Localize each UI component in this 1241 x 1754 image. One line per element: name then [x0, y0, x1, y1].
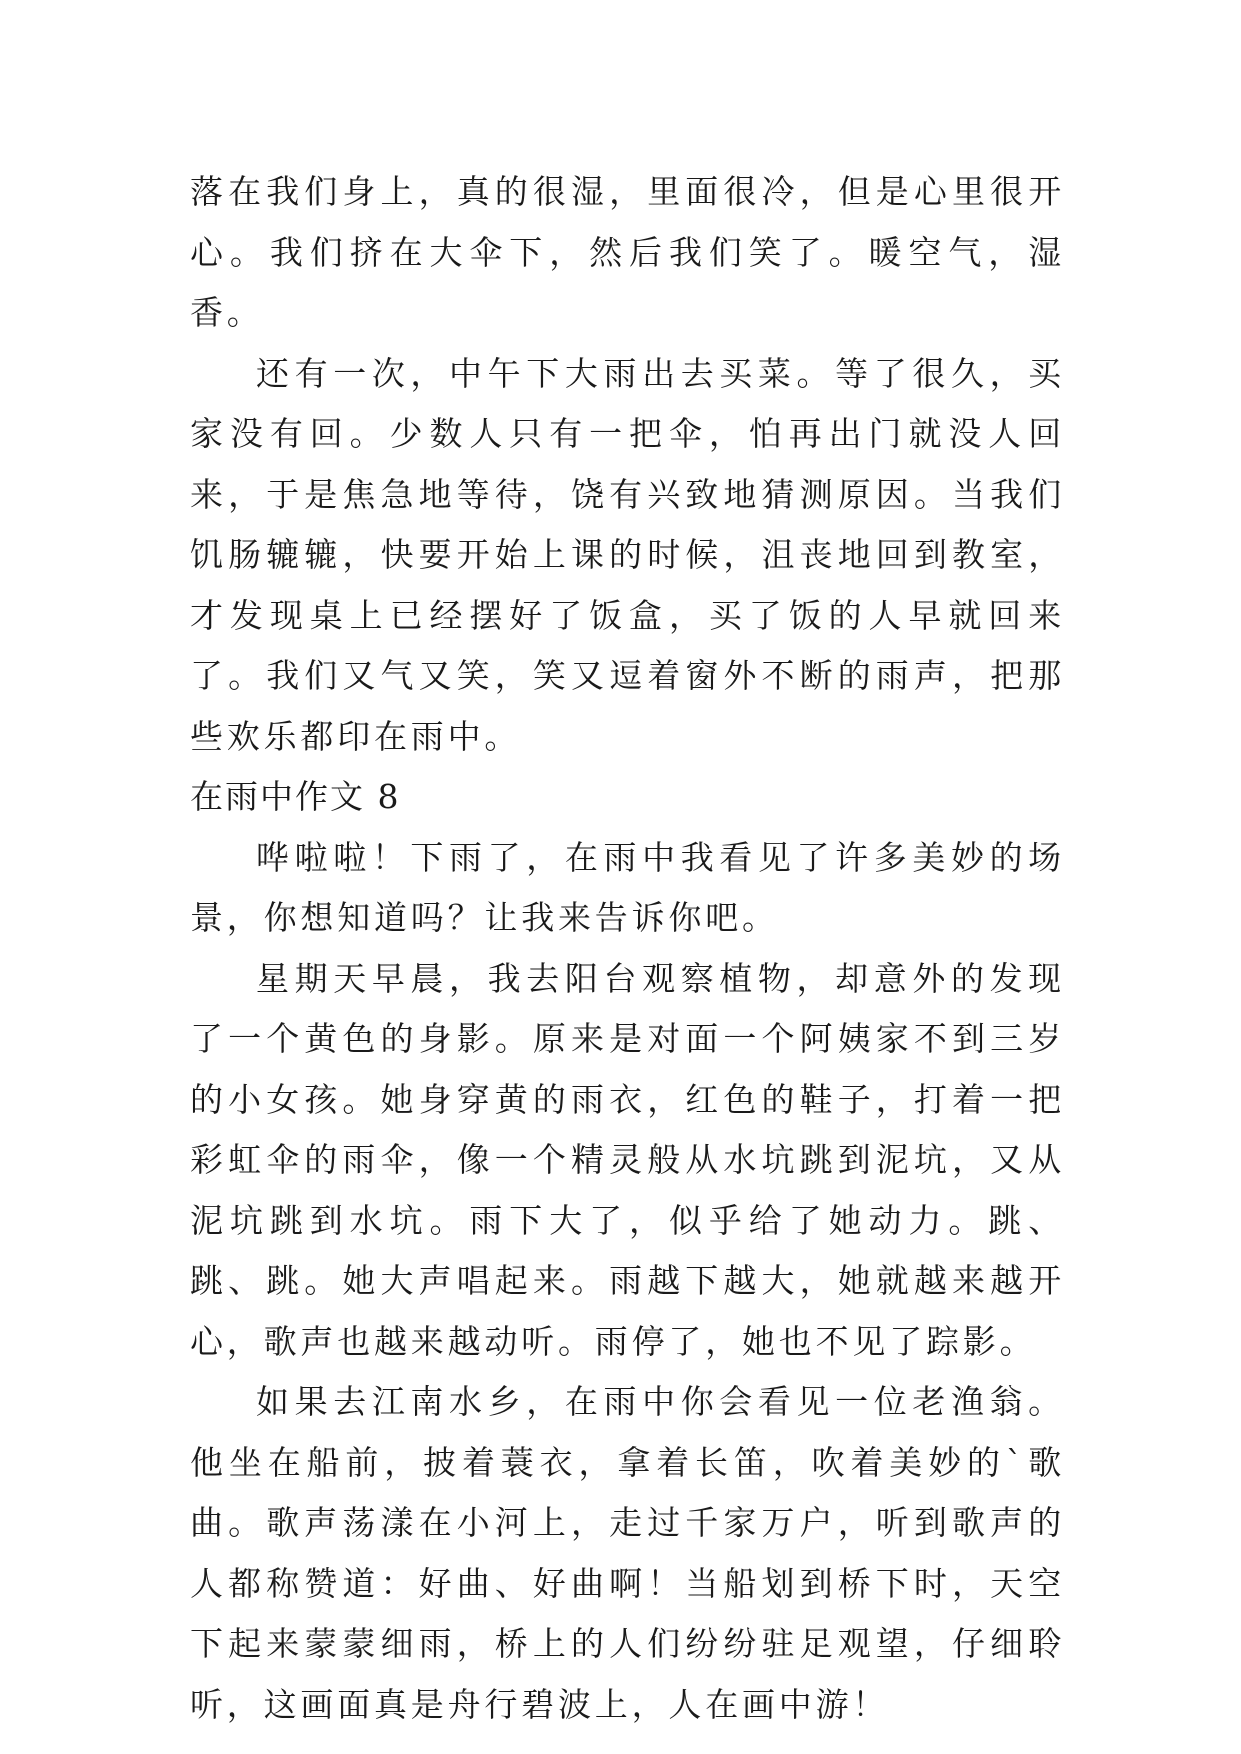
- paragraph: 如果去江南水乡，在雨中你会看见一位老渔翁。他坐在船前，披着蓑衣，拿着长笛，吹着美妙的`歌曲。歌声荡漾在小河上，走过千家万户，听到歌声的人都称赞道：好曲、好曲啊！当船划到桥下时，天空下起来蒙蒙细雨，桥上的人们纷纷驻足观望，仔细聆听，这画面真是舟行碧波上，人在画中游！: [190, 1382, 1065, 1724]
- paragraph: 哗啦啦！下雨了，在雨中我看见了许多美妙的场景，你想知道吗？让我来告诉你吧。: [190, 837, 1065, 937]
- essay-text: [190, 162, 1065, 1735]
- paragraph: 星期天早晨，我去阳台观察植物，却意外的发现了一个黄色的身影。原来是对面一个阿姨家不到三岁的小女孩。她身穿黄的雨衣，红色的鞋子，打着一把彩虹伞的雨伞，像一个精灵般从水坑跳到泥坑，又从泥坑跳到水坑。雨下大了，似乎给了她动力。跳、跳、跳。她大声唱起来。雨越下越大，她就越来越开心，歌声也越来越动听。雨停了，她也不见了踪影。: [190, 958, 1065, 1361]
- paragraph-continued: 落在我们身上，真的很湿，里面很冷，但是心里很开心。我们挤在大伞下，然后我们笑了。暖空气，湿香。: [190, 172, 1065, 332]
- paragraph: 还有一次，中午下大雨出去买菜。等了很久，买家没有回。少数人只有一把伞，怕再出门就没人回来，于是焦急地等待，饶有兴致地猜测原因。当我们饥肠辘辘，快要开始上课的时候，沮丧地回到教室，才发现桌上已经摆好了饭盒，买了饭的人早就回来了。我们又气又笑，笑又逗着窗外不断的雨声，把那些欢乐都印在雨中。: [190, 353, 1065, 756]
- essay-heading: 在雨中作文 8: [190, 777, 401, 816]
